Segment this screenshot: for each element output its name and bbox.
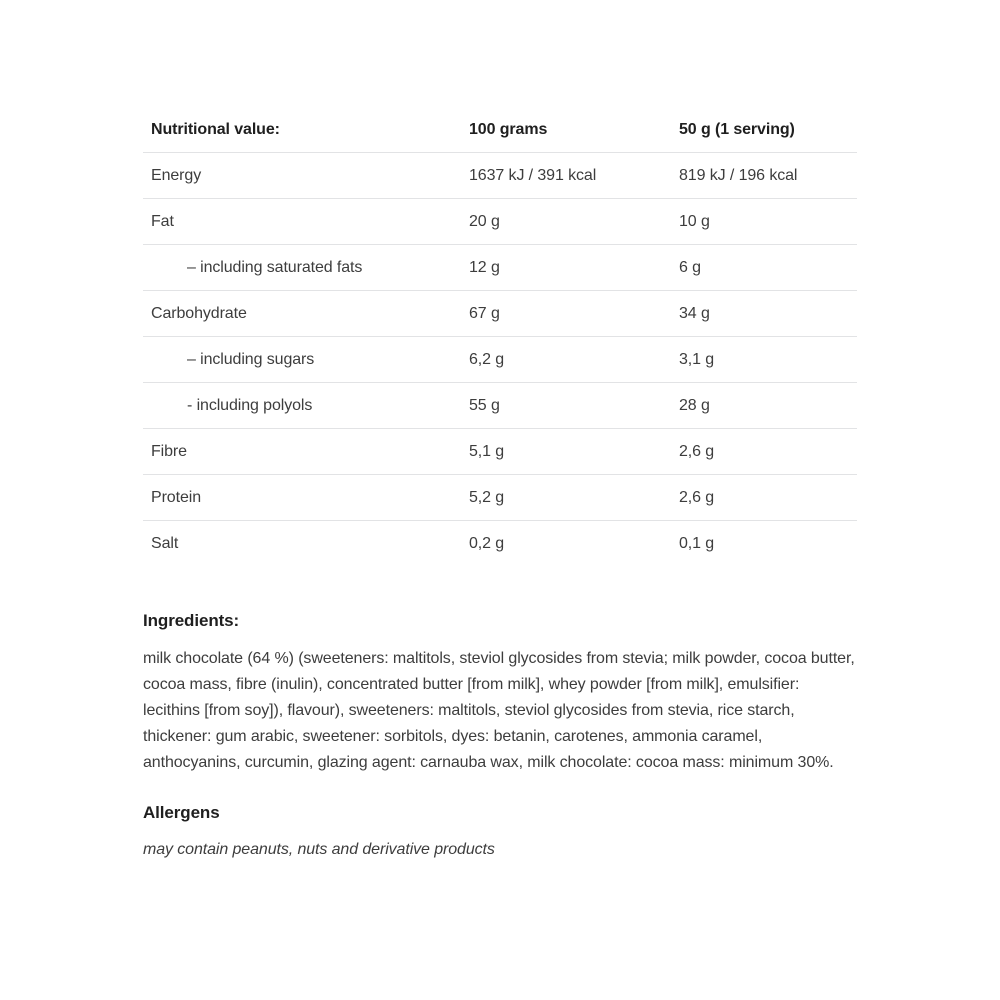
row-label: – including saturated fats (187, 258, 363, 276)
value-per-100g: 67 g (469, 304, 500, 322)
table-row (143, 383, 857, 429)
value-per-serving: 34 g (679, 304, 710, 322)
nutrition-table (143, 107, 857, 567)
table-row (143, 245, 857, 291)
table-row (143, 291, 857, 337)
row-label: Salt (151, 535, 179, 552)
ingredients-heading: Ingredients: (143, 611, 240, 630)
ingredients-text: milk chocolate (64 %) (sweeteners: maltitols, steviol glycosides from stevia; milk powder, cocoa butter, cocoa mass, fibre (inulin), concentrated butter [from milk], whey powder [from milk], emulsifier: lecithins [from soy]), flavour), sweeteners: maltitols, steviol glycosides from stevia, rice starch, thickener: gum arabic, sweetener: sorbitols, dyes: betanin, carotenes, ammonia caramel, anthocyanins, curcumin, glazing agent: carnauba wax, milk chocolate: cocoa mass: minimum 30%. (143, 650, 855, 771)
row-label: Carbohydrate (151, 304, 247, 322)
row-label: Protein (151, 488, 201, 506)
table-row (143, 337, 857, 383)
table-row (143, 475, 857, 521)
allergens-text: may contain peanuts, nuts and derivative products (143, 841, 495, 858)
value-per-serving: 819 kJ / 196 kcal (679, 166, 798, 184)
row-label: Energy (151, 166, 202, 184)
value-per-100g: 5,2 g (469, 488, 505, 506)
allergens-heading: Allergens (143, 803, 220, 822)
row-label: - including polyols (187, 396, 313, 414)
value-per-100g: 5,1 g (469, 442, 505, 460)
column-header-nutritional-value: Nutritional value: (151, 120, 280, 138)
value-per-100g: 20 g (469, 212, 500, 230)
table-row (143, 521, 857, 567)
row-label: – including sugars (187, 350, 315, 368)
value-per-100g: 1637 kJ / 391 kcal (469, 166, 597, 184)
value-per-serving: 28 g (679, 396, 710, 414)
table-header-row (143, 107, 857, 153)
table-row (143, 153, 857, 199)
value-per-serving: 2,6 g (679, 442, 715, 460)
value-per-100g: 0,2 g (469, 535, 505, 552)
table-row (143, 429, 857, 475)
value-per-serving: 2,6 g (679, 488, 715, 506)
column-header-serving: 50 g (1 serving) (679, 120, 795, 138)
value-per-serving: 0,1 g (679, 535, 715, 552)
value-per-100g: 55 g (469, 396, 500, 414)
row-label: Fibre (151, 442, 187, 460)
value-per-serving: 3,1 g (679, 350, 715, 368)
column-header-100-grams: 100 grams (469, 120, 548, 138)
value-per-serving: 10 g (679, 212, 710, 230)
value-per-100g: 12 g (469, 258, 500, 276)
value-per-serving: 6 g (679, 258, 701, 276)
value-per-100g: 6,2 g (469, 350, 505, 368)
row-label: Fat (151, 212, 174, 230)
table-row (143, 199, 857, 245)
nutrition-table-body (143, 153, 857, 567)
